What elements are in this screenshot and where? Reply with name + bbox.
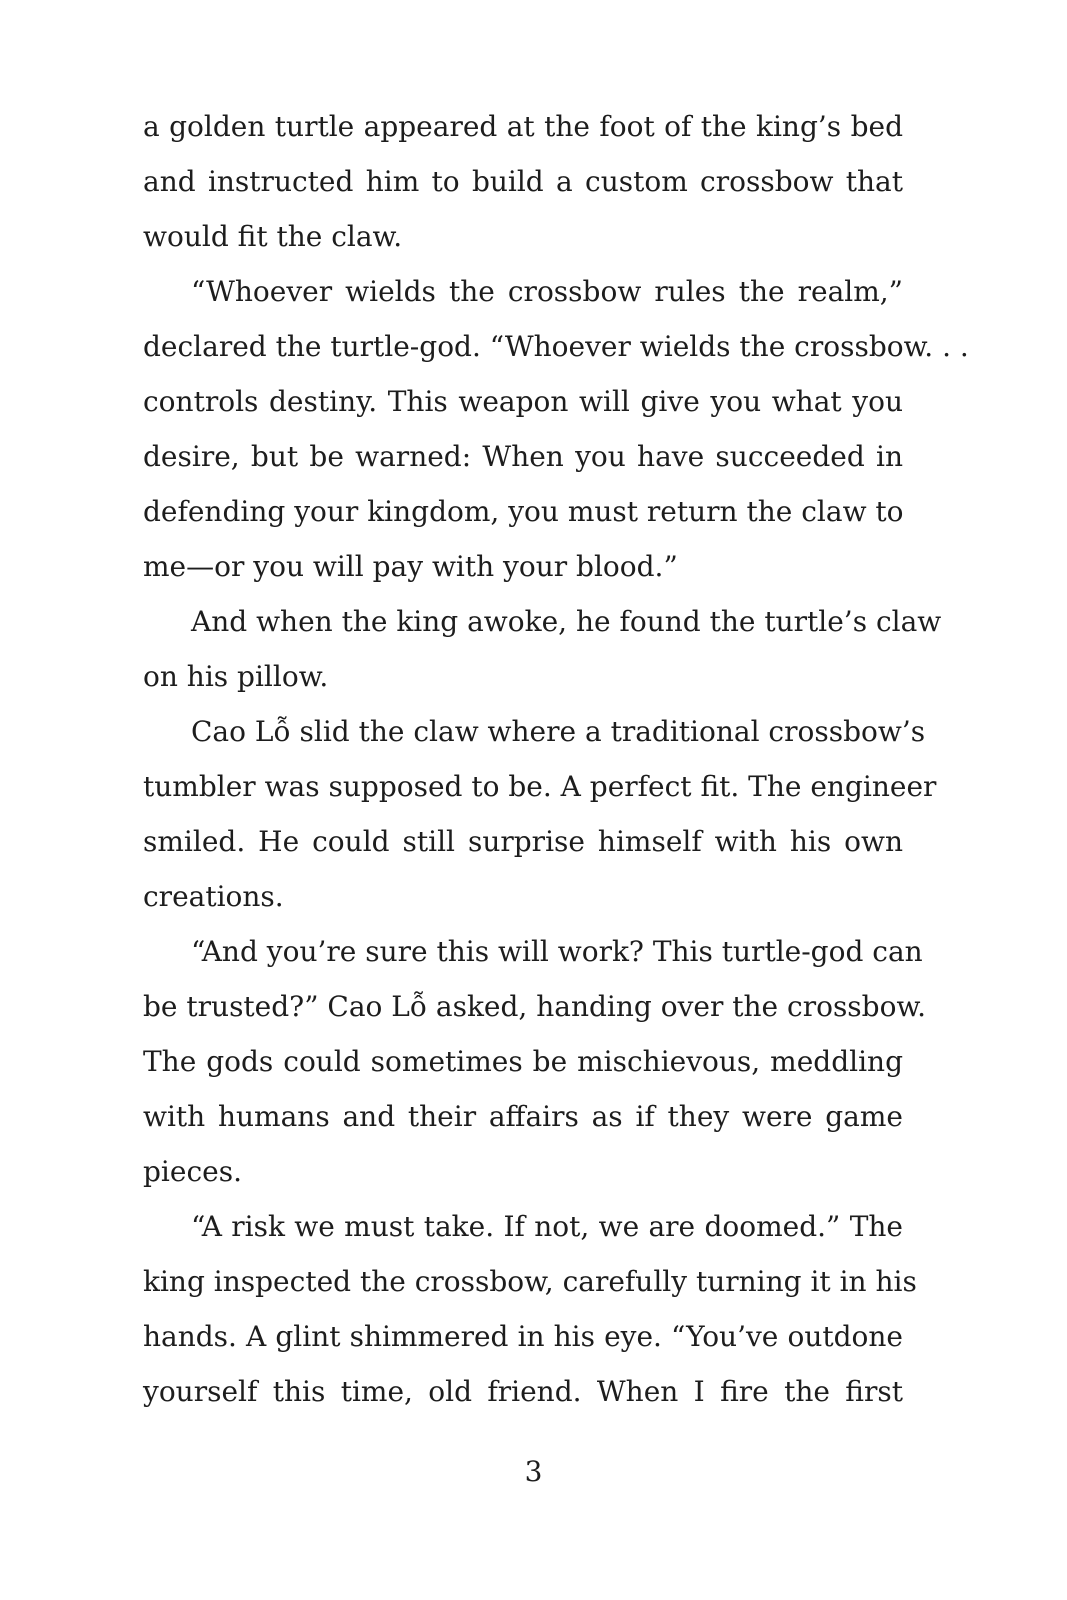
text-line: The gods could sometimes be mischievous, meddling [143, 1045, 903, 1078]
text-line: Cao Lỗ slid the claw where a traditional crossbow’s [191, 715, 926, 748]
text-line: with humans and their affairs as if they were game [143, 1100, 903, 1133]
text-line: me—or you will pay with your blood.” [143, 550, 678, 583]
text-line: controls destiny. This weapon will give you what you [143, 385, 903, 418]
page-body [143, 99, 969, 1419]
text-line: a golden turtle appeared at the foot of the king’s bed [143, 110, 903, 143]
text-line: pieces. [143, 1155, 242, 1188]
text-line: defending your kingdom, you must return the claw to [143, 495, 904, 528]
text-line: creations. [143, 880, 284, 913]
text-line: and instructed him to build a custom crossbow that [143, 165, 903, 198]
text-line: “A risk we must take. If not, we are doomed.” The [191, 1210, 903, 1243]
text-line: hands. A glint shimmered in his eye. “You’ve outdone [143, 1320, 903, 1353]
text-line: desire, but be warned: When you have succeeded in [143, 440, 903, 473]
text-line: tumbler was supposed to be. A perfect fit. The engineer [143, 770, 937, 803]
text-line: “Whoever wields the crossbow rules the realm,” [191, 275, 903, 308]
text-line: king inspected the crossbow, carefully turning it in his [143, 1265, 917, 1298]
text-line: be trusted?” Cao Lỗ asked, handing over the crossbow. [143, 990, 927, 1023]
text-line: “And you’re sure this will work? This turtle-god can [191, 935, 923, 968]
text-line: declared the turtle-god. “Whoever wields the crossbow. . . [143, 330, 969, 363]
text-line: yourself this time, old friend. When I fire the first [143, 1375, 903, 1408]
text-line: smiled. He could still surprise himself with his own [143, 825, 903, 858]
page-number: 3 [524, 1455, 543, 1488]
text-line: on his pillow. [143, 660, 329, 693]
text-line: And when the king awoke, he found the turtle’s claw [191, 605, 942, 638]
text-line: would fit the claw. [143, 220, 403, 253]
